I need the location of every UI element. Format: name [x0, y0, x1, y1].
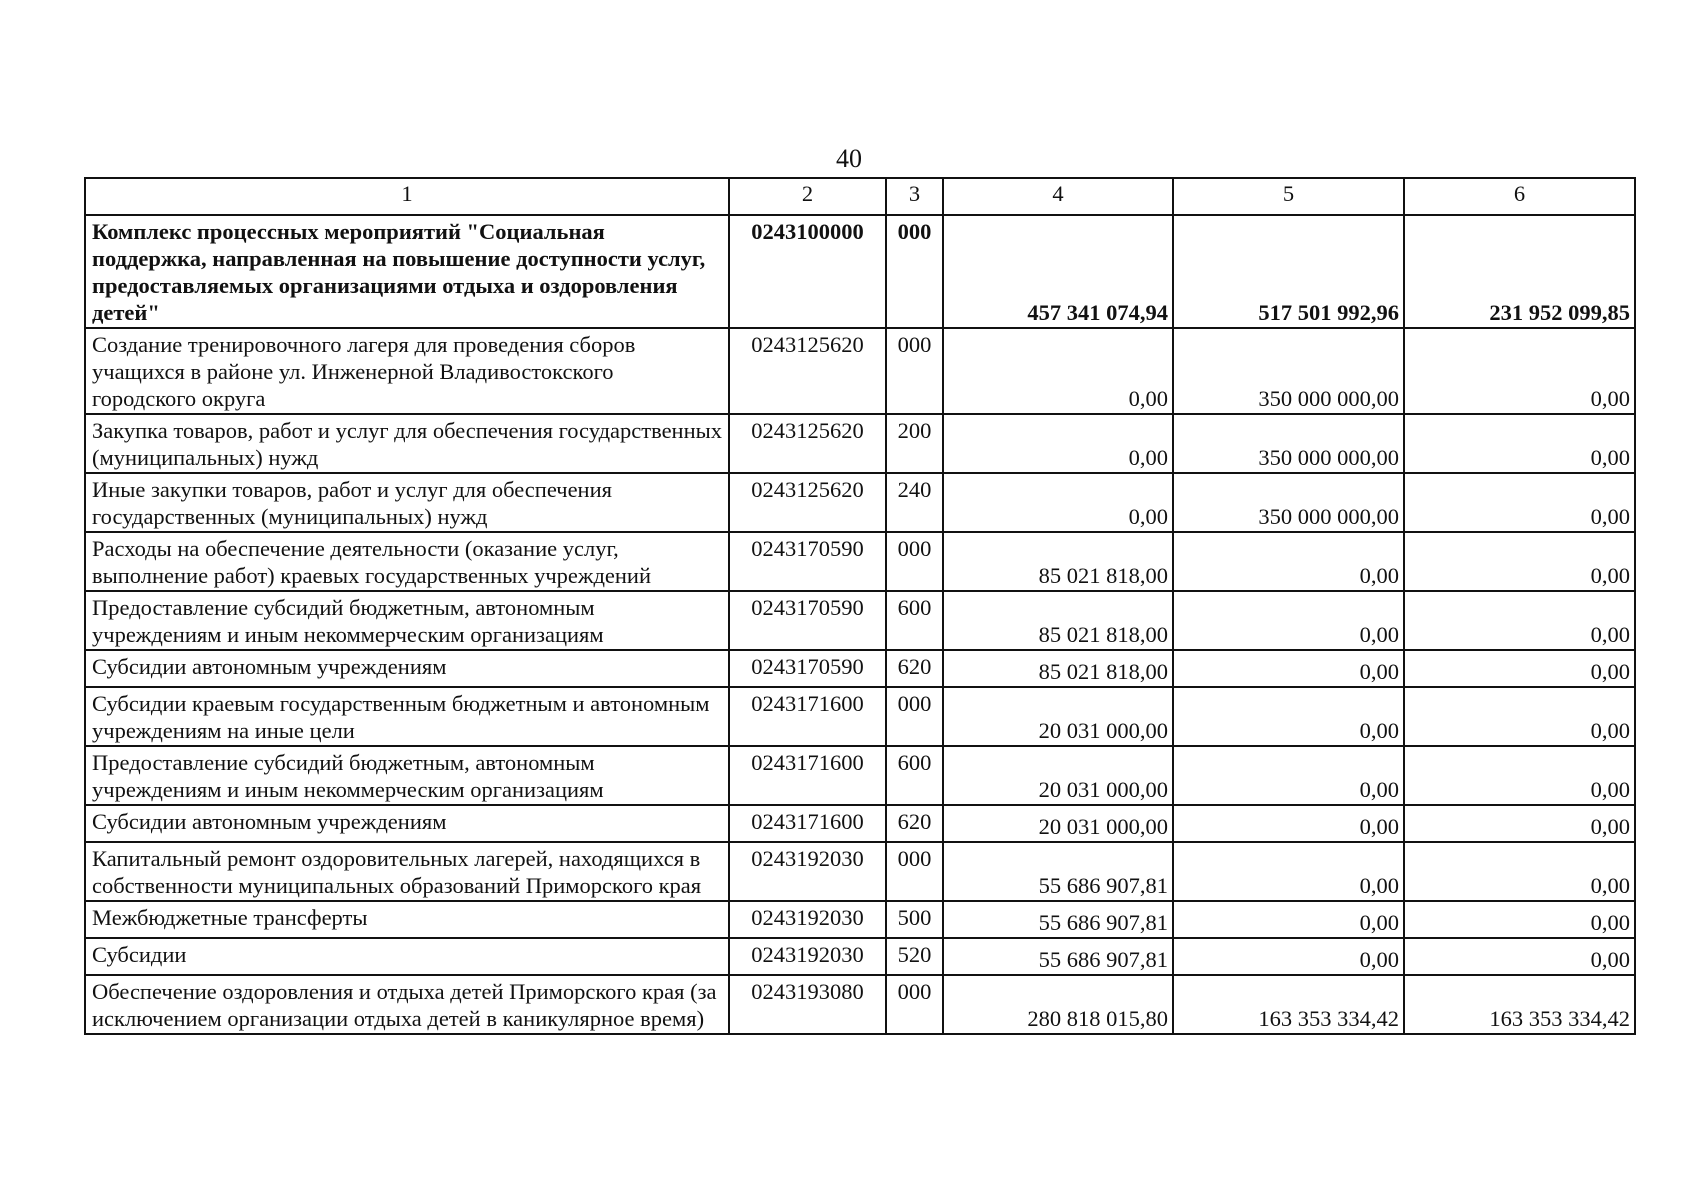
table-row	[85, 938, 1635, 975]
column-number-3: 3	[886, 178, 943, 215]
row-name: Иные закупки товаров, работ и услуг для обеспечения государственных (муниципальных) нужд	[85, 473, 729, 532]
row-expense-type: 000	[886, 842, 943, 901]
row-expense-type: 500	[886, 901, 943, 938]
row-amount-col4: 0,00	[943, 328, 1173, 414]
row-amount-col6: 0,00	[1404, 938, 1635, 975]
table-row	[85, 805, 1635, 842]
row-name: Закупка товаров, работ и услуг для обеспечения государственных (муниципальных) нужд	[85, 414, 729, 473]
row-target-code: 0243192030	[729, 842, 886, 901]
row-target-code: 0243192030	[729, 901, 886, 938]
row-amount-col5: 0,00	[1173, 746, 1404, 805]
row-amount-col4: 20 031 000,00	[943, 805, 1173, 842]
table-body	[85, 178, 1635, 1034]
row-amount-col4: 0,00	[943, 473, 1173, 532]
column-number-header-row	[85, 178, 1635, 215]
row-amount-col6: 0,00	[1404, 414, 1635, 473]
row-amount-col6: 163 353 334,42	[1404, 975, 1635, 1034]
row-amount-col6: 231 952 099,85	[1404, 215, 1635, 328]
row-amount-col6: 0,00	[1404, 805, 1635, 842]
row-amount-col6: 0,00	[1404, 532, 1635, 591]
row-name: Расходы на обеспечение деятельности (оказание услуг, выполнение работ) краевых государственных учреждений	[85, 532, 729, 591]
row-amount-col4: 20 031 000,00	[943, 746, 1173, 805]
table-row	[85, 473, 1635, 532]
table-row	[85, 650, 1635, 687]
row-expense-type: 200	[886, 414, 943, 473]
row-amount-col5: 0,00	[1173, 532, 1404, 591]
row-amount-col5: 350 000 000,00	[1173, 414, 1404, 473]
row-name: Обеспечение оздоровления и отдыха детей Приморского края (за исключением организации отдыха детей в каникулярное время)	[85, 975, 729, 1034]
row-amount-col5: 350 000 000,00	[1173, 328, 1404, 414]
table-row	[85, 328, 1635, 414]
row-name: Создание тренировочного лагеря для проведения сборов учащихся в районе ул. Инженерной Владивостокского городского округа	[85, 328, 729, 414]
row-name: Субсидии	[85, 938, 729, 975]
column-number-6: 6	[1404, 178, 1635, 215]
row-expense-type: 000	[886, 975, 943, 1034]
table-row	[85, 975, 1635, 1034]
row-amount-col4: 85 021 818,00	[943, 650, 1173, 687]
row-amount-col5: 0,00	[1173, 901, 1404, 938]
row-expense-type: 600	[886, 591, 943, 650]
row-expense-type: 620	[886, 650, 943, 687]
table-row	[85, 532, 1635, 591]
row-amount-col4: 55 686 907,81	[943, 901, 1173, 938]
row-target-code: 0243100000	[729, 215, 886, 328]
row-amount-col5: 0,00	[1173, 687, 1404, 746]
row-amount-col5: 0,00	[1173, 650, 1404, 687]
row-name: Предоставление субсидий бюджетным, автономным учреждениям и иным некоммерческим организациям	[85, 591, 729, 650]
row-expense-type: 620	[886, 805, 943, 842]
row-target-code: 0243193080	[729, 975, 886, 1034]
table-row	[85, 901, 1635, 938]
budget-table	[84, 177, 1636, 1035]
row-name: Капитальный ремонт оздоровительных лагерей, находящихся в собственности муниципальных образований Приморского края	[85, 842, 729, 901]
row-target-code: 0243192030	[729, 938, 886, 975]
table-row	[85, 591, 1635, 650]
row-amount-col4: 55 686 907,81	[943, 842, 1173, 901]
row-amount-col6: 0,00	[1404, 746, 1635, 805]
row-expense-type: 520	[886, 938, 943, 975]
row-amount-col6: 0,00	[1404, 591, 1635, 650]
row-name: Субсидии краевым государственным бюджетным и автономным учреждениям на иные цели	[85, 687, 729, 746]
row-amount-col6: 0,00	[1404, 650, 1635, 687]
row-amount-col6: 0,00	[1404, 842, 1635, 901]
row-amount-col5: 0,00	[1173, 842, 1404, 901]
row-target-code: 0243170590	[729, 650, 886, 687]
row-amount-col4: 20 031 000,00	[943, 687, 1173, 746]
row-amount-col5: 0,00	[1173, 805, 1404, 842]
row-target-code: 0243125620	[729, 414, 886, 473]
row-amount-col4: 85 021 818,00	[943, 532, 1173, 591]
row-expense-type: 000	[886, 215, 943, 328]
row-amount-col6: 0,00	[1404, 901, 1635, 938]
row-expense-type: 000	[886, 687, 943, 746]
table-row	[85, 746, 1635, 805]
row-target-code: 0243171600	[729, 687, 886, 746]
row-target-code: 0243170590	[729, 532, 886, 591]
row-amount-col6: 0,00	[1404, 328, 1635, 414]
row-amount-col4: 55 686 907,81	[943, 938, 1173, 975]
column-number-4: 4	[943, 178, 1173, 215]
column-number-1: 1	[85, 178, 729, 215]
row-amount-col6: 0,00	[1404, 687, 1635, 746]
table-row	[85, 215, 1635, 328]
column-number-2: 2	[729, 178, 886, 215]
row-name: Субсидии автономным учреждениям	[85, 650, 729, 687]
row-expense-type: 000	[886, 328, 943, 414]
row-expense-type: 000	[886, 532, 943, 591]
row-amount-col5: 350 000 000,00	[1173, 473, 1404, 532]
row-target-code: 0243171600	[729, 805, 886, 842]
row-name: Предоставление субсидий бюджетным, автономным учреждениям и иным некоммерческим организациям	[85, 746, 729, 805]
table-row	[85, 414, 1635, 473]
table-row	[85, 687, 1635, 746]
row-expense-type: 600	[886, 746, 943, 805]
row-target-code: 0243125620	[729, 473, 886, 532]
row-amount-col4: 457 341 074,94	[943, 215, 1173, 328]
row-amount-col5: 0,00	[1173, 938, 1404, 975]
row-amount-col4: 85 021 818,00	[943, 591, 1173, 650]
row-amount-col5: 0,00	[1173, 591, 1404, 650]
row-amount-col5: 517 501 992,96	[1173, 215, 1404, 328]
row-amount-col5: 163 353 334,42	[1173, 975, 1404, 1034]
page-number: 40	[836, 144, 862, 173]
row-amount-col6: 0,00	[1404, 473, 1635, 532]
column-number-5: 5	[1173, 178, 1404, 215]
table-row	[85, 842, 1635, 901]
row-amount-col4: 280 818 015,80	[943, 975, 1173, 1034]
row-amount-col4: 0,00	[943, 414, 1173, 473]
row-name: Межбюджетные трансферты	[85, 901, 729, 938]
row-expense-type: 240	[886, 473, 943, 532]
row-name: Субсидии автономным учреждениям	[85, 805, 729, 842]
row-target-code: 0243170590	[729, 591, 886, 650]
row-target-code: 0243125620	[729, 328, 886, 414]
row-target-code: 0243171600	[729, 746, 886, 805]
row-name: Комплекс процессных мероприятий "Социальная поддержка, направленная на повышение доступности услуг, предоставляемых организациями отдыха и оздоровления детей"	[85, 215, 729, 328]
